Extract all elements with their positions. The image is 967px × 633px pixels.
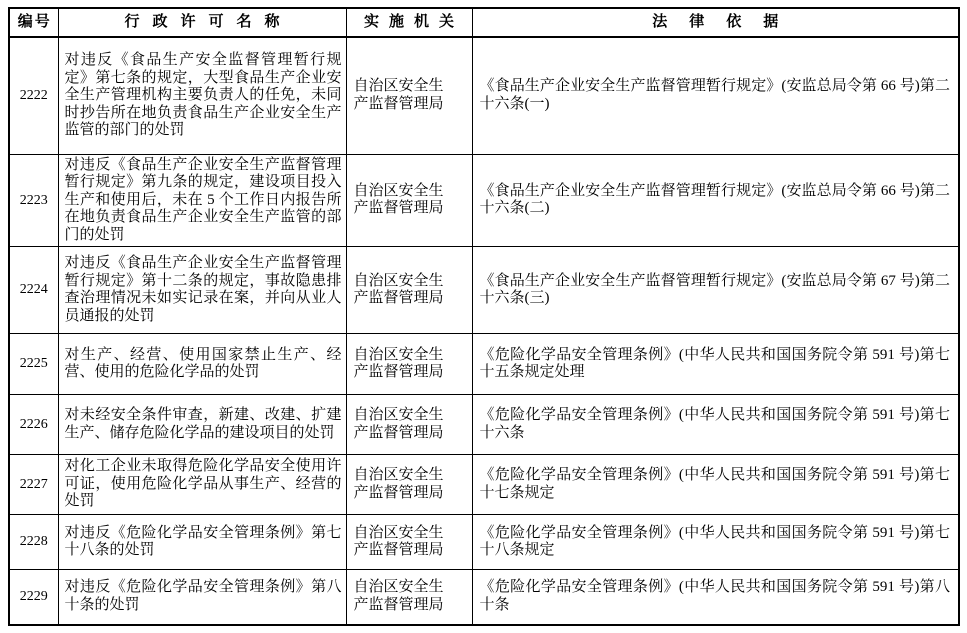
table-row <box>9 247 959 334</box>
cell-legal-basis: 《危险化学品安全管理条例》(中华人民共和国国务院令第 591 号)第八十条 <box>472 570 959 625</box>
table-row <box>9 570 959 625</box>
header-id: 编号 <box>9 8 58 37</box>
cell-legal-basis: 《食品生产企业安全生产监督管理暂行规定》(安监总局令第 66 号)第二十六条(一) <box>472 37 959 154</box>
cell-permit-name: 对化工企业未取得危险化学品安全使用许可证，使用危险化学品从事生产、经营的处罚 <box>58 455 346 515</box>
cell-id: 2225 <box>9 334 58 395</box>
cell-permit-name: 对违反《食品生产安全监督管理暂行规定》第七条的规定，大型食品生产企业安全生产管理机构主要负责人的任免，未同时抄告所在地负责食品生产企业安全生产监管的部门的处罚 <box>58 37 346 154</box>
header-agency: 实施机关 <box>346 8 472 37</box>
cell-permit-name: 对违反《食品生产企业安全生产监督管理暂行规定》第九条的规定，建设项目投入生产和使用后，未在 5 个工作日内报告所在地负责食品生产企业安全生产监管的部门的处罚 <box>58 154 346 247</box>
table-row <box>9 395 959 455</box>
cell-id: 2226 <box>9 395 58 455</box>
cell-legal-basis: 《食品生产企业安全生产监督管理暂行规定》(安监总局令第 66 号)第二十六条(二) <box>472 154 959 247</box>
cell-id: 2224 <box>9 247 58 334</box>
cell-id: 2228 <box>9 515 58 570</box>
cell-agency: 自治区安全生产监督管理局 <box>346 154 472 247</box>
cell-permit-name: 对生产、经营、使用国家禁止生产、经营、使用的危险化学品的处罚 <box>58 334 346 395</box>
header-row <box>9 8 959 37</box>
cell-legal-basis: 《危险化学品安全管理条例》(中华人民共和国国务院令第 591 号)第七十六条 <box>472 395 959 455</box>
table-row <box>9 37 959 154</box>
cell-agency: 自治区安全生产监督管理局 <box>346 37 472 154</box>
cell-id: 2223 <box>9 154 58 247</box>
header-legal-basis: 法律依据 <box>472 8 959 37</box>
cell-id: 2222 <box>9 37 58 154</box>
permits-table <box>8 7 960 626</box>
cell-agency: 自治区安全生产监督管理局 <box>346 247 472 334</box>
header-permit-name: 行政许可名称 <box>58 8 346 37</box>
cell-permit-name: 对违反《危险化学品安全管理条例》第七十八条的处罚 <box>58 515 346 570</box>
cell-agency: 自治区安全生产监督管理局 <box>346 515 472 570</box>
table-row <box>9 455 959 515</box>
cell-agency: 自治区安全生产监督管理局 <box>346 395 472 455</box>
cell-id: 2229 <box>9 570 58 625</box>
cell-legal-basis: 《食品生产企业安全生产监督管理暂行规定》(安监总局令第 67 号)第二十六条(三) <box>472 247 959 334</box>
cell-agency: 自治区安全生产监督管理局 <box>346 455 472 515</box>
table-row <box>9 334 959 395</box>
cell-legal-basis: 《危险化学品安全管理条例》(中华人民共和国国务院令第 591 号)第七十八条规定 <box>472 515 959 570</box>
cell-agency: 自治区安全生产监督管理局 <box>346 570 472 625</box>
cell-permit-name: 对未经安全条件审查，新建、改建、扩建生产、储存危险化学品的建设项目的处罚 <box>58 395 346 455</box>
cell-legal-basis: 《危险化学品安全管理条例》(中华人民共和国国务院令第 591 号)第七十五条规定处理 <box>472 334 959 395</box>
cell-agency: 自治区安全生产监督管理局 <box>346 334 472 395</box>
cell-legal-basis: 《危险化学品安全管理条例》(中华人民共和国国务院令第 591 号)第七十七条规定 <box>472 455 959 515</box>
table-row <box>9 515 959 570</box>
cell-permit-name: 对违反《食品生产企业安全生产监督管理暂行规定》第十二条的规定，事故隐患排查治理情况未如实记录在案，并向从业人员通报的处罚 <box>58 247 346 334</box>
table-row <box>9 154 959 247</box>
cell-id: 2227 <box>9 455 58 515</box>
cell-permit-name: 对违反《危险化学品安全管理条例》第八十条的处罚 <box>58 570 346 625</box>
